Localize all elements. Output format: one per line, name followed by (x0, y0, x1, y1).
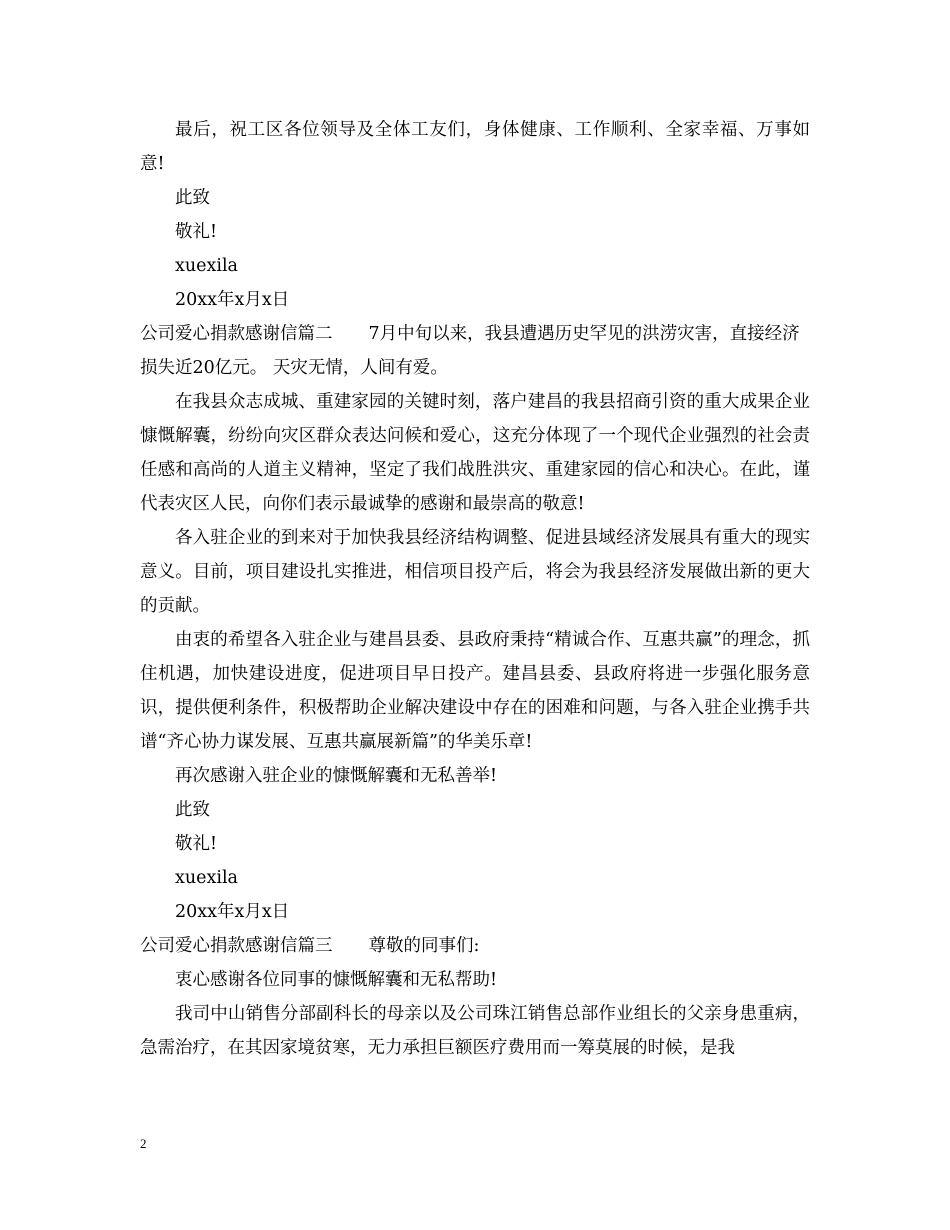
paragraph-date: 20xx年x月x日 (175, 902, 290, 922)
paragraph-signature: xuexila (175, 256, 238, 276)
paragraph-salutation: 此致 (175, 800, 210, 820)
paragraph-body: 我司中山销售分部副科长的母亲以及公司珠江销售总部作业组长的父亲身患重病，急需治疗，在其因家境贫寒，无力承担巨额医疗费用而一筹莫展的时候，是我 (140, 1004, 810, 1058)
paragraph-closing-wishes: 最后，祝工区各位领导及全体工友们，身体健康、工作顺利、全家幸福、万事如意! (140, 120, 810, 174)
paragraph-thanks: 再次感谢入驻企业的慷慨解囊和无私善举! (175, 766, 498, 786)
paragraph-body: 由衷的希望各入驻企业与建昌县委、县政府秉持“精诚合作、互惠共赢”的理念，抓住机遇，加快建设进度，促进项目早日投产。建昌县委、县政府将进一步强化服务意识，提供便利条件，积极帮助企业解决建设中存在的困难和问题，与各入驻企业携手共谱“齐心协力谋发展、互惠共赢展新篇”的华美乐章! (140, 630, 810, 752)
section-heading-three (140, 929, 810, 963)
paragraph-thanks: 衷心感谢各位同事的慷慨解囊和无私帮助! (175, 970, 498, 990)
section-lead-text: 7月中旬以来，我县遭遇历史罕见的洪涝灾害，直接经济损失近20亿元。 天灾无情，人间有爱。 (140, 324, 800, 378)
page-number: 2 (140, 1136, 147, 1151)
paragraph-date: 20xx年x月x日 (175, 290, 290, 310)
paragraph-body: 各入驻企业的到来对于加快我县经济结构调整、促进县域经济发展具有重大的现实意义。目前，项目建设扎实推进，相信项目投产后，将会为我县经济发展做出新的更大的贡献。 (140, 528, 810, 616)
document-body (140, 113, 810, 1065)
paragraph-salutation: 此致 (175, 188, 210, 208)
section-lead-text: 尊敬的同事们: (368, 936, 480, 956)
paragraph-regards: 敬礼! (175, 834, 218, 854)
paragraph-regards: 敬礼! (175, 222, 218, 242)
paragraph-body: 在我县众志成城、重建家园的关键时刻，落户建昌的我县招商引资的重大成果企业慷慨解囊，纷纷向灾区群众表达问候和爱心，这充分体现了一个现代企业强烈的社会责任感和高尚的人道主义精神，坚定了我们战胜洪灾、重建家园的信心和决心。在此，谨代表灾区人民，向你们表示最诚挚的感谢和最崇高的敬意! (140, 392, 810, 514)
section-title: 公司爱心捐款感谢信篇二 (140, 324, 333, 344)
section-heading-two (140, 317, 810, 385)
paragraph-signature: xuexila (175, 868, 238, 888)
section-title: 公司爱心捐款感谢信篇三 (140, 936, 333, 956)
